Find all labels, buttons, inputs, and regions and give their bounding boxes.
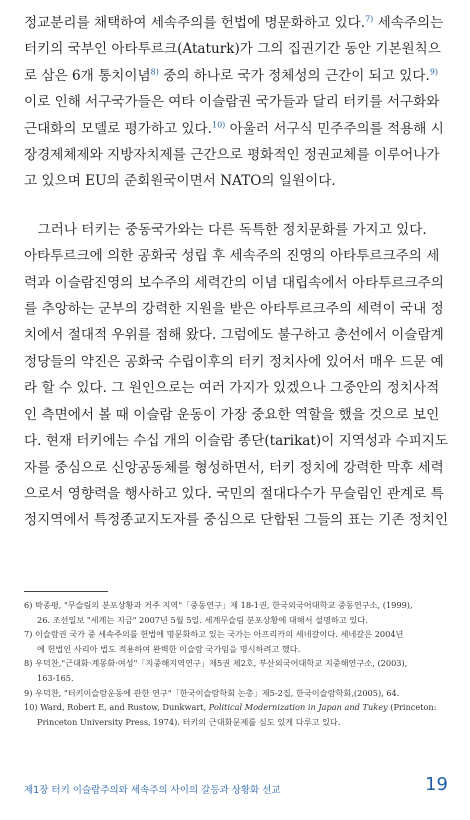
text-line: 그러나 터키는 중동국가와는 다른 독특한 정치문화를 가지고 있다. (24, 221, 427, 238)
text-line: 인 측면에서 볼 때 이슬람 운동이 가장 중요한 역할을 했을 것으로 보인 (24, 406, 440, 423)
footnote-8-cont: 163-165. (37, 672, 74, 683)
footnote-ref: 9) (429, 67, 439, 77)
footnote-6-cont: 26. 조선일보 "세계는 지금" 2007년 5월 5일. 세계무슬림 분포상황에 대해서 설명하고 있다. (37, 614, 368, 625)
text-line: 정당들의 약진은 공화국 수립이후의 터키 정치사에 있어서 매우 드문 예 (24, 353, 444, 370)
text-line: 다. 현재 터키에는 수십 개의 이슬람 종단(tarikat)이 지역성과 수피지도 (24, 433, 449, 450)
text-line: 아타투르크에 의한 공화국 성립 후 세속주의 진영의 아타투르크주의 세 (24, 248, 440, 265)
page-footer (24, 774, 448, 798)
paragraph-1 (24, 10, 449, 195)
text-line: 로 삼은 6개 통치이념$^{8)}$ 중의 하나로 국가 정체성의 근간이 되고 있다.$^{9)}$ (24, 67, 439, 84)
text-line: 장경제체제와 지방자치제를 근간으로 평화적인 정권교체를 이루어나가 (24, 147, 440, 164)
text-line: 으로서 영향력을 행사하고 있다. 국민의 절대다수가 무슬림인 관계로 특 (24, 485, 444, 502)
footnote-ref: 8) (150, 67, 159, 77)
footnote-ref: 10) (212, 120, 226, 130)
text-line: 고 있으며 EU의 준회원국이면서 NATO의 일원이다. (24, 173, 336, 190)
footnote-ref: 7) (365, 14, 374, 24)
footnote-10: 10) Ward, Robert E, and Rustow, Dunkwart, Political Modernization in Japan and Tukey (Princeton: (24, 702, 437, 713)
footnote-7-cont: 에 헌법인 사리아 법도 적용하여 완벽한 이슬람 국가임을 명시하려고 했다. (37, 643, 301, 654)
text-line: 정지역에서 특정종교지도자를 중심으로 단합된 그들의 표는 기존 정치인 (24, 512, 449, 529)
page-number: 19 (425, 774, 448, 795)
footnote-7: 7) 이슬람권 국가 중 세속주의를 헌법에 명문화하고 있는 국가는 아프리카의 세네갈이다. 세네갈은 2004년 (24, 629, 404, 640)
text-line: 이로 인해 서구국가들은 여타 이슬람권 국가들과 달리 터키를 서구화와 (24, 94, 440, 111)
footnote-9: 9) 우덕찬, "터키이슬람운동에 관한 연구"「한국이슬람학회 논총」제5-2집, 한국이슬람학회,(2005), 64. (24, 687, 400, 698)
chapter-title: 제1장 터키 이슬람주의와 세속주의 사이의 갈등과 상황화 선교 (24, 785, 281, 796)
text-line: 치에서 절대적 우위를 점해 왔다. 그럼에도 불구하고 총선에서 이슬람계 (24, 327, 444, 344)
book-title: Political Modernization in Japan and Tukey (208, 702, 388, 713)
page-body (24, 10, 449, 534)
footnotes (24, 598, 449, 729)
text-line: 라 할 수 있다. 그 원인으로는 여러 가지가 있겠으나 그중안의 정치사적 (24, 380, 440, 397)
text-line: 정교분리를 채택하여 세속주의를 헌법에 명문화하고 있다.$^{7)}$ 세속주의는 (24, 14, 444, 31)
footnote-8: 8) 우덕찬,"근대화·계몽화·여성"「지중해지역연구」제5권 제2호, 부산외국어대학교 지중해연구소, (2003), (24, 658, 408, 669)
text-line: 터키의 국부인 아타투르크(Ataturk)가 그의 집권기간 동안 기본원칙으 (24, 41, 441, 58)
footnote-6: 6) 박종평, "무슬림의 분포상황과 거주 지역"「중동연구」제 18-1권, 한국외국어대학교 중동연구소, (1999), (24, 600, 413, 610)
paragraph-2 (24, 217, 449, 534)
text-line: 력과 이슬람진영의 보수주의 세력간의 이념 대립속에서 아타투르크주의 (24, 274, 444, 291)
footnote-10-cont: Princeton University Press, 1974). 터키의 근대화문제를 심도 있게 다루고 있다. (37, 716, 341, 727)
text-line: 를 추앙하는 군부의 강력한 지원을 받은 아타투르크주의 세력이 국내 정 (24, 301, 444, 318)
footnote-divider (24, 591, 108, 592)
text-line: 자를 중심으로 신앙공동체를 형성하면서, 터키 정치에 강력한 막후 세력 (24, 459, 444, 476)
text-line: 근대화의 모델로 평가하고 있다.$^{10)}$ 아울러 서구식 민주주의를 적용해 시 (24, 120, 444, 137)
